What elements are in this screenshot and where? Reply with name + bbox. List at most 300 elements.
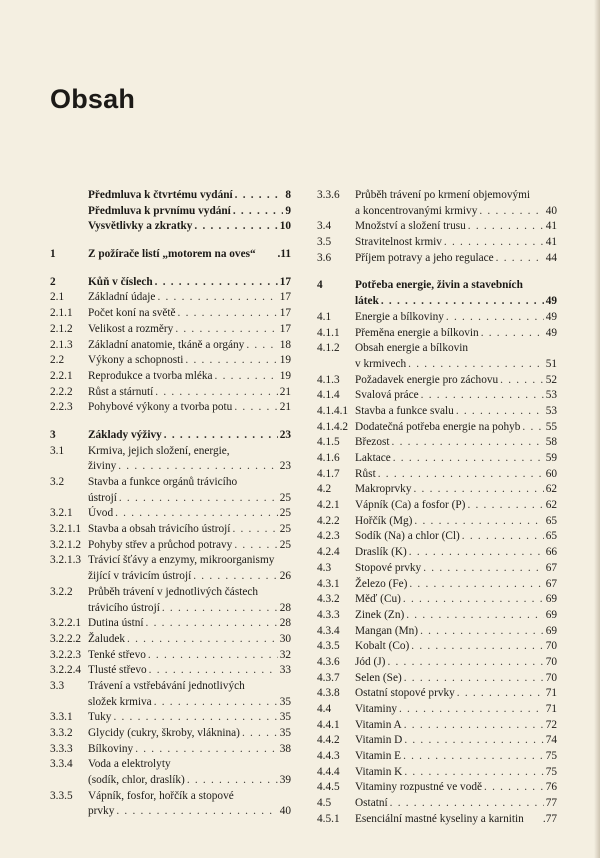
toc-entry[interactable] — [50, 632, 291, 648]
page-number: 69 — [545, 608, 557, 621]
toc-entry[interactable] — [50, 742, 291, 758]
toc-entry[interactable] — [317, 812, 557, 828]
section-number: 4.3.7 — [317, 671, 340, 684]
page-number: 65 — [545, 514, 557, 527]
page-number: 26 — [279, 570, 291, 583]
section-gap — [50, 235, 291, 247]
toc-entry[interactable] — [317, 686, 557, 702]
page-number: 67 — [545, 577, 557, 590]
dot-leader — [185, 353, 277, 369]
dot-leader — [162, 601, 278, 617]
toc-entry[interactable] — [50, 506, 291, 522]
section-number: 3.2.1.1 — [50, 523, 82, 536]
toc-entry[interactable] — [317, 235, 557, 251]
page-number: 60 — [545, 467, 557, 480]
dot-leader — [404, 671, 544, 687]
toc-entry[interactable] — [317, 561, 557, 577]
entry-title: Potřeba energie, živin a stavebních — [355, 279, 523, 292]
toc-entry[interactable] — [317, 326, 557, 342]
dot-leader — [232, 522, 277, 538]
toc-entry[interactable] — [50, 585, 291, 601]
toc-entry[interactable] — [317, 251, 557, 267]
toc-entry[interactable] — [50, 385, 291, 401]
dot-leader — [446, 310, 544, 326]
section-number: 4.3.3 — [317, 608, 340, 621]
section-number: 4.1.3 — [317, 373, 340, 386]
toc-entry[interactable] — [317, 388, 557, 404]
section-number: 3.5 — [317, 236, 332, 249]
toc-entry[interactable] — [50, 648, 291, 664]
section-number: 3.3.6 — [317, 189, 340, 201]
dot-leader — [127, 632, 278, 648]
page-number: 44 — [545, 251, 557, 264]
toc-entry[interactable] — [317, 294, 557, 310]
toc-entry[interactable] — [317, 592, 557, 608]
toc-entry[interactable] — [50, 663, 291, 679]
entry-title: ústrojí — [88, 491, 117, 504]
toc-entry[interactable] — [50, 322, 291, 338]
toc-entry[interactable] — [50, 400, 291, 416]
toc-entry[interactable] — [317, 514, 557, 530]
section-number: 3.1 — [50, 444, 65, 457]
dot-leader — [409, 577, 543, 593]
dot-leader — [522, 420, 543, 436]
dot-leader — [484, 780, 544, 796]
dot-leader — [404, 733, 543, 749]
dot-leader — [194, 219, 277, 235]
page-number: 33 — [279, 664, 291, 677]
section-gap — [50, 263, 291, 275]
dot-leader — [119, 491, 278, 507]
dot-leader — [390, 796, 544, 812]
toc-entry[interactable] — [50, 338, 291, 354]
entry-title: Krmiva, jejich složení, energie, — [88, 444, 230, 457]
toc-entry[interactable] — [50, 522, 291, 538]
toc-entry[interactable] — [317, 204, 557, 220]
section-number: 4.1.2 — [317, 342, 340, 355]
section-number: 2.2.1 — [50, 369, 73, 382]
dot-leader — [457, 686, 544, 702]
dot-leader — [392, 435, 544, 451]
section-number: 4.4.4 — [317, 765, 340, 778]
dot-leader — [468, 219, 544, 235]
section-number: 4.3.1 — [317, 577, 340, 590]
page-number: 77 — [545, 812, 557, 825]
entry-title: Kůň v číslech — [88, 275, 153, 288]
page-number: 41 — [545, 236, 557, 249]
page-number: 75 — [545, 765, 557, 778]
toc-entry[interactable] — [317, 702, 557, 718]
dot-leader — [381, 294, 544, 310]
entry-title: Stopové prvky — [355, 561, 422, 574]
toc-entry[interactable] — [317, 577, 557, 593]
toc-entry[interactable] — [50, 219, 291, 235]
section-number: 4.1 — [317, 310, 332, 323]
entry-title: Reprodukce a tvorba mléka — [88, 369, 213, 382]
toc-entry[interactable] — [317, 608, 557, 624]
entry-title: Vápník, fosfor, hořčík a stopové — [88, 789, 234, 802]
entry-title: Množství a složení trusu — [355, 220, 466, 233]
toc-entry[interactable] — [50, 475, 291, 491]
entry-title: Vitamin D — [355, 734, 403, 747]
entry-title: Úvod — [88, 507, 114, 520]
dot-leader — [414, 514, 543, 530]
toc-entry[interactable] — [50, 601, 291, 617]
page-number: 35 — [279, 711, 291, 724]
page-number: 35 — [279, 695, 291, 708]
toc-entry[interactable] — [317, 420, 557, 436]
dot-leader — [146, 616, 278, 632]
entry-title: Dutina ústní — [88, 617, 144, 630]
toc-entry[interactable] — [50, 275, 291, 291]
entry-title: Dodatečná potřeba energie na pohyb — [355, 420, 521, 433]
section-number: 4.4.5 — [317, 781, 340, 794]
toc-entry[interactable] — [317, 467, 557, 483]
toc-entry[interactable] — [317, 780, 557, 796]
section-number: 3.2.1 — [50, 507, 73, 520]
dot-leader — [444, 235, 544, 251]
section-number: 4.3 — [317, 561, 332, 574]
entry-title: Obsah energie a bílkovin — [355, 342, 469, 355]
entry-title: Jód (J) — [355, 655, 386, 668]
entry-title: Žaludek — [88, 632, 126, 645]
toc-entry[interactable] — [50, 695, 291, 711]
toc-entry[interactable] — [317, 482, 557, 498]
toc-entry[interactable] — [317, 219, 557, 235]
toc-entry[interactable] — [317, 749, 557, 765]
entry-title: Tenké střevo — [88, 648, 146, 661]
dot-leader — [242, 726, 278, 742]
dot-leader — [481, 326, 544, 342]
toc-entry[interactable] — [317, 498, 557, 514]
section-number: 4.2.3 — [317, 530, 340, 543]
dot-leader — [420, 624, 544, 640]
dot-leader — [157, 290, 277, 306]
page-number: 40 — [279, 805, 291, 818]
page-number: 53 — [545, 389, 557, 402]
entry-title: Vysvětlivky a zkratky — [88, 220, 193, 233]
entry-title: Vápník (Ca) a fosfor (P) — [355, 499, 466, 512]
dot-leader — [423, 561, 543, 577]
page-number: 62 — [545, 483, 557, 496]
entry-title: Z požírače listí „motorem na oves“ — [88, 248, 256, 261]
section-number: 2.2 — [50, 354, 65, 367]
entry-title: Glycidy (cukry, škroby, vláknina) — [88, 727, 240, 739]
page-number: 59 — [545, 452, 557, 464]
dot-leader — [234, 538, 277, 554]
entry-title: Selen (Se) — [355, 671, 402, 684]
section-number: 3.2.2.3 — [50, 648, 82, 661]
dot-leader — [116, 804, 277, 820]
page-number: 49 — [545, 295, 557, 308]
section-number: 2.1.3 — [50, 338, 73, 351]
page-number: 19 — [279, 369, 291, 382]
entry-title: Přeměna energie a bílkovin — [355, 326, 479, 339]
entry-title: Předmluva k čtvrtému vydání — [88, 189, 233, 201]
toc-entry[interactable] — [317, 310, 557, 326]
page-number: 74 — [545, 734, 557, 747]
page-number: 41 — [545, 220, 557, 233]
dot-leader — [456, 404, 544, 420]
section-number: 4.1.6 — [317, 452, 340, 464]
dot-leader — [154, 695, 278, 711]
page-number: 58 — [545, 436, 557, 449]
page-number: 53 — [545, 404, 557, 417]
entry-title: Svalová práce — [355, 389, 419, 402]
entry-title: Vitaminy — [355, 703, 397, 715]
entry-title: Makroprvky — [355, 483, 412, 496]
toc-entry[interactable] — [317, 404, 557, 420]
section-number: 2.1 — [50, 291, 65, 304]
page-number: 69 — [545, 593, 557, 606]
page-number: 77 — [545, 797, 557, 810]
entry-title: Tuky — [88, 711, 112, 724]
dot-leader — [233, 204, 284, 220]
page-number: 55 — [545, 420, 557, 433]
section-number: 4.1.5 — [317, 436, 340, 449]
page-number: 19 — [279, 354, 291, 367]
entry-title: Bílkoviny — [88, 742, 134, 755]
entry-title: Ostatní stopové prvky — [355, 687, 455, 700]
entry-title: Průběh trávení po krmení objemovými — [355, 189, 531, 201]
section-number: 3.2.2.4 — [50, 664, 82, 677]
section-number: 3.2.1.3 — [50, 554, 82, 567]
page-number: 62 — [545, 499, 557, 512]
page-number: 51 — [545, 357, 557, 370]
entry-title: Základy výživy — [88, 428, 162, 441]
dot-leader — [409, 545, 544, 561]
section-number: 3.2.2 — [50, 585, 73, 598]
toc-entry[interactable] — [50, 538, 291, 554]
toc-entry[interactable] — [50, 369, 291, 385]
entry-title: Počet koní na světě — [88, 307, 176, 320]
dot-leader — [406, 608, 543, 624]
dot-leader — [500, 373, 544, 389]
section-number: 3.3.1 — [50, 711, 73, 724]
section-number: 3.3.5 — [50, 789, 73, 802]
entry-title: Esenciální mastné kyseliny a karnitin — [355, 812, 524, 825]
toc-entry[interactable] — [50, 569, 291, 585]
page-number: 9 — [285, 204, 291, 217]
page-number: 8 — [285, 189, 291, 201]
page-number: 17 — [279, 275, 291, 288]
entry-title: Sodík (Na) a chlor (Cl) — [355, 530, 460, 543]
page-number: 38 — [279, 742, 291, 755]
toc-entry[interactable] — [50, 459, 291, 475]
page-number: 71 — [545, 687, 557, 700]
entry-title: Stravitelnost krmiv — [355, 236, 442, 249]
page-number: 75 — [545, 750, 557, 763]
section-number: 3.3.4 — [50, 758, 73, 771]
page-number: 30 — [279, 632, 291, 645]
entry-title: Draslík (K) — [355, 546, 407, 559]
section-number: 3.2.2.2 — [50, 632, 82, 645]
toc-entry[interactable] — [317, 796, 557, 812]
page-number: 21 — [279, 401, 291, 414]
toc-entry[interactable] — [317, 529, 557, 545]
page-number: 40 — [545, 204, 557, 217]
section-number: 4.4.1 — [317, 718, 340, 731]
toc-entry[interactable] — [317, 765, 557, 781]
entry-title: Růst a stárnutí — [88, 385, 154, 398]
page-number: 17 — [279, 307, 291, 320]
dot-leader — [148, 648, 278, 664]
section-gap — [50, 416, 291, 428]
page-number: 67 — [545, 561, 557, 574]
toc-entry[interactable] — [50, 491, 291, 507]
section-number: 2.1.2 — [50, 322, 73, 335]
dot-leader — [135, 742, 278, 758]
entry-title: Mangan (Mn) — [355, 624, 419, 637]
page-edge-shadow — [594, 0, 600, 858]
entry-title: Vitamin K — [355, 765, 403, 778]
page-number: 69 — [545, 624, 557, 637]
section-number: 4.2.1 — [317, 499, 340, 512]
dot-leader — [403, 749, 544, 765]
toc-entry[interactable] — [317, 639, 557, 655]
section-number: 2 — [50, 275, 56, 288]
section-number: 4.3.6 — [317, 655, 340, 668]
section-number: 4.2 — [317, 483, 332, 496]
dot-leader — [164, 428, 278, 444]
page-number: 28 — [279, 617, 291, 630]
page-number: 32 — [279, 648, 291, 661]
dot-leader — [496, 251, 544, 267]
section-number: 3.2 — [50, 476, 65, 488]
entry-title: Velikost a rozměry — [88, 322, 174, 335]
toc-right-column — [317, 188, 557, 828]
dot-leader — [149, 663, 278, 679]
section-number: 4.1.4 — [317, 389, 340, 402]
dot-leader — [479, 204, 543, 220]
section-gap — [317, 266, 557, 278]
entry-title: Stavba a obsah trávicího ústrojí — [88, 523, 231, 536]
page-number: 17 — [279, 291, 291, 304]
section-number: 4.5 — [317, 797, 332, 810]
toc-entry[interactable] — [50, 789, 291, 805]
toc-entry[interactable] — [317, 733, 557, 749]
toc-entry[interactable] — [317, 435, 557, 451]
entry-title: Laktace — [355, 452, 391, 464]
toc-entry[interactable] — [50, 204, 291, 220]
toc-entry[interactable] — [50, 444, 291, 460]
page-number: 70 — [545, 671, 557, 684]
entry-title: Základní údaje — [88, 291, 156, 304]
section-number: 3.6 — [317, 251, 332, 264]
entry-title: Kobalt (Co) — [355, 640, 410, 653]
dot-leader — [246, 338, 277, 354]
dot-leader — [467, 498, 543, 514]
section-number: 3.2.1.2 — [50, 538, 82, 551]
page-number: 11 — [280, 248, 291, 261]
toc-entry[interactable] — [50, 306, 291, 322]
toc-entry[interactable] — [50, 773, 291, 789]
toc-entry[interactable] — [50, 804, 291, 820]
toc-entry[interactable] — [317, 718, 557, 734]
entry-title: Vitamin A — [355, 718, 402, 731]
toc-entry[interactable] — [317, 624, 557, 640]
toc-entry[interactable] — [317, 357, 557, 373]
toc-entry[interactable] — [50, 428, 291, 444]
toc-entry[interactable] — [50, 757, 291, 773]
section-number: 2.2.3 — [50, 401, 73, 414]
toc-entry[interactable] — [50, 616, 291, 632]
dot-leader — [411, 639, 543, 655]
section-number: 4.1.7 — [317, 467, 340, 480]
dot-leader — [399, 702, 544, 718]
dot-leader — [215, 369, 278, 385]
entry-title: Voda a elektrolyty — [88, 758, 171, 771]
dot-leader: . — [542, 812, 546, 825]
dot-leader — [115, 506, 278, 522]
entry-title: Tlusté střevo — [88, 664, 147, 677]
entry-title: Pohyby střev a průchod potravy — [88, 538, 233, 551]
entry-title: Ostatní — [355, 797, 388, 810]
dot-leader — [462, 529, 544, 545]
dot-leader: . — [277, 248, 281, 261]
toc-entry[interactable] — [317, 655, 557, 671]
toc-entry[interactable] — [317, 545, 557, 561]
toc-entry[interactable] — [50, 290, 291, 306]
dot-leader — [404, 718, 544, 734]
toc-entry[interactable] — [50, 247, 291, 263]
entry-title: Výkony a schopnosti — [88, 354, 184, 367]
toc-entry[interactable] — [317, 671, 557, 687]
toc-entry[interactable] — [317, 188, 557, 204]
dot-leader — [413, 482, 543, 498]
page-number: 23 — [279, 460, 291, 473]
section-number: 4 — [317, 279, 323, 292]
page-number: 23 — [279, 428, 291, 441]
page-number: 10 — [279, 220, 291, 233]
page-number: 49 — [545, 310, 557, 323]
entry-title: Měď (Cu) — [355, 593, 401, 606]
toc-entry[interactable] — [317, 451, 557, 467]
section-number: 3.3 — [50, 679, 65, 692]
section-number: 4.3.4 — [317, 624, 340, 637]
section-number: 4.1.4.1 — [317, 404, 349, 417]
page-number: 25 — [279, 523, 291, 536]
dot-leader — [235, 188, 284, 204]
toc-entry[interactable] — [50, 353, 291, 369]
section-number: 4.2.4 — [317, 546, 340, 559]
section-number: 3 — [50, 428, 56, 441]
dot-leader — [118, 459, 277, 475]
section-number: 2.1.1 — [50, 307, 73, 320]
toc-entry[interactable] — [50, 710, 291, 726]
dot-leader — [393, 451, 544, 467]
entry-title: Energie a bílkoviny — [355, 310, 444, 323]
toc-entry[interactable] — [317, 278, 557, 294]
toc-entry[interactable] — [50, 188, 291, 204]
page-number: 18 — [279, 338, 291, 351]
page-number: 25 — [279, 491, 291, 504]
toc-entry[interactable] — [317, 373, 557, 389]
entry-title: žijící v trávicím ústrojí — [88, 570, 192, 583]
entry-title: Předmluva k prvnímu vydání — [88, 204, 231, 217]
toc-entry[interactable] — [50, 553, 291, 569]
dot-leader — [421, 388, 544, 404]
toc-entry[interactable] — [50, 679, 291, 695]
dot-leader — [178, 306, 278, 322]
entry-title: Trávicí šťávy a enzymy, mikroorganismy — [88, 554, 275, 567]
section-number: 3.4 — [317, 220, 332, 233]
page-number: 66 — [545, 546, 557, 559]
toc-entry[interactable] — [317, 341, 557, 357]
section-number: 4.1.1 — [317, 326, 340, 339]
toc-entry[interactable] — [50, 726, 291, 742]
section-number: 4.1.4.2 — [317, 420, 349, 433]
